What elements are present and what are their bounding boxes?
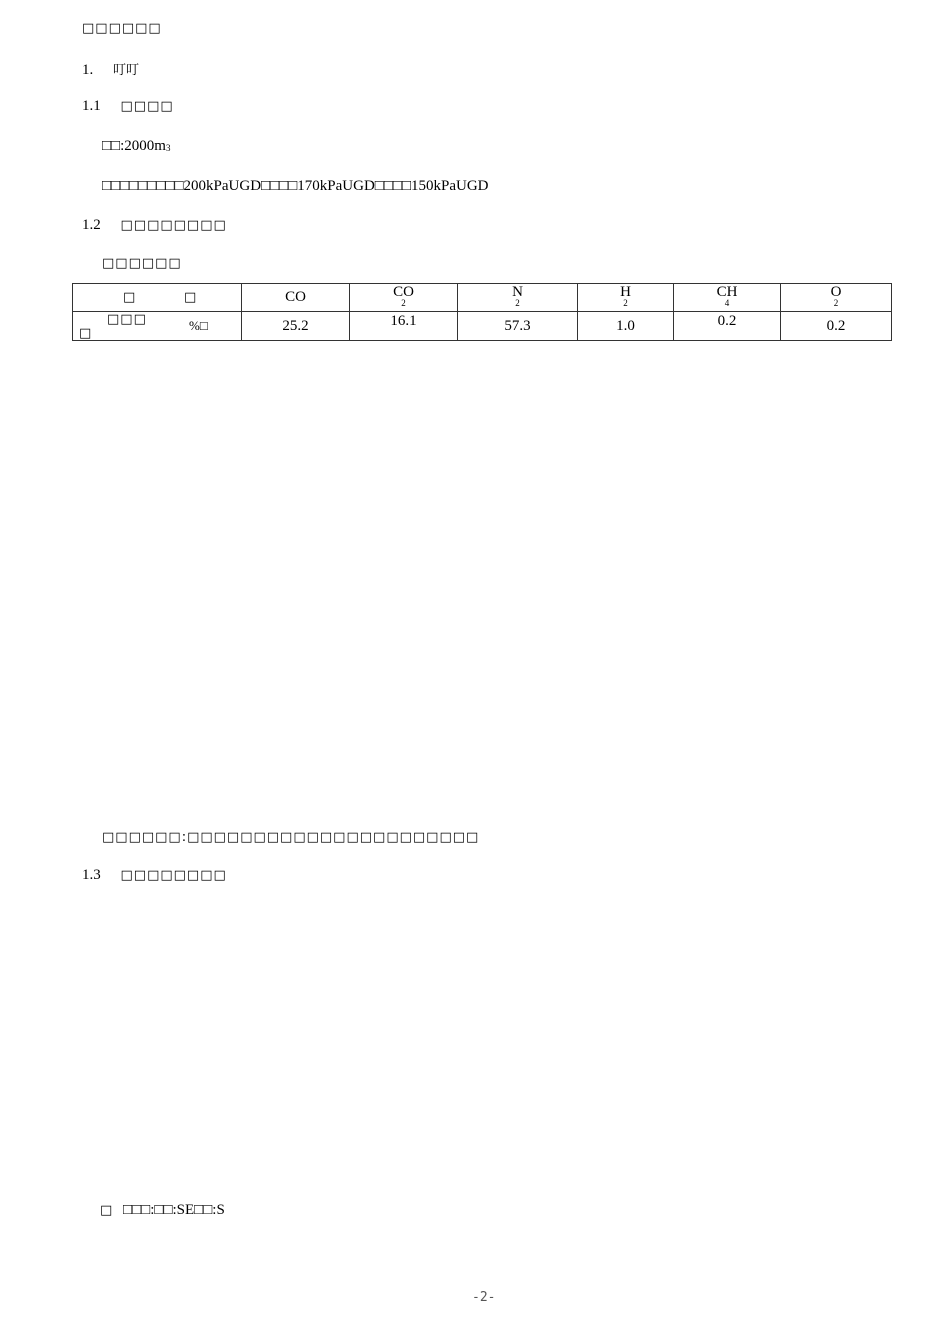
section-number: 1.2: [82, 217, 101, 233]
gas-name: N: [512, 283, 523, 300]
section-1-1-heading: [82, 98, 174, 115]
row-label-unit: %□: [189, 318, 208, 333]
value-n2: 57.3: [458, 312, 578, 341]
bullet: □: [100, 1203, 114, 1218]
gas-subscript: 2: [623, 297, 628, 308]
gas-name: H: [620, 283, 631, 300]
column-header-h2: [578, 284, 674, 312]
gas-subscript: 2: [833, 297, 839, 308]
section-title: 叮叮: [113, 63, 140, 78]
table-note: □□□□□□:□□□□□□□□□□□□□□□□□□□□□□: [102, 830, 480, 845]
column-header-co: [242, 284, 350, 312]
value-co: 25.2: [242, 312, 350, 341]
value-ch4: 0.2: [674, 312, 781, 341]
section-number: 1.1: [82, 98, 101, 114]
section-number: 1.3: [82, 867, 101, 883]
section-1-3-heading: [82, 867, 227, 884]
value-h2: 1.0: [578, 312, 674, 341]
table-row: [73, 312, 892, 341]
section-title: □□□□□□□□: [120, 218, 227, 233]
gas-subscript: 2: [401, 297, 406, 308]
gas-subscript: 4: [724, 297, 730, 308]
column-header-co2: [350, 284, 458, 312]
value-o2: 0.2: [781, 312, 892, 341]
section-number: 1.: [82, 62, 94, 78]
row-label-top: □□□: [107, 312, 147, 327]
gas-subscript: 2: [515, 297, 520, 308]
gas-composition-table: [72, 283, 892, 341]
column-header-ch4: [674, 284, 781, 312]
section-1-2-heading: [82, 217, 227, 234]
pressure-line: □□□□□□□□□200kPaUGD□□□□170kPaUGD□□□□150kPaUGD: [102, 178, 489, 194]
header-label-right: □: [184, 290, 198, 305]
gas-name: CO: [285, 289, 306, 305]
bottom-info-text: □□□:□□:SE□□:S: [123, 1202, 225, 1218]
gas-name: O: [830, 283, 842, 300]
gas-name: CO: [393, 283, 414, 300]
section-title: □□□□: [120, 99, 174, 114]
capacity-label: □□:2000m: [102, 138, 166, 154]
capacity-unit-superscript: 3: [165, 143, 171, 153]
value-co2: 16.1: [350, 312, 458, 341]
section-title: □□□□□□□□: [120, 868, 227, 883]
header-label-left: □: [123, 290, 137, 305]
document-title: □□□□□□: [82, 21, 162, 36]
table-caption: □□□□□□: [102, 256, 182, 271]
column-header-o2: [781, 284, 892, 312]
capacity-line: [102, 138, 170, 155]
row-label: [73, 312, 242, 341]
bottom-info-line: [100, 1202, 225, 1219]
section-1-heading: [82, 59, 139, 79]
column-header-n2: [458, 284, 578, 312]
table-header-row: [73, 284, 892, 312]
row-label-bottom: □: [79, 326, 93, 341]
gas-name: CH: [716, 283, 738, 300]
page-number: -2-: [472, 1290, 496, 1305]
table-header-label: [73, 284, 242, 312]
